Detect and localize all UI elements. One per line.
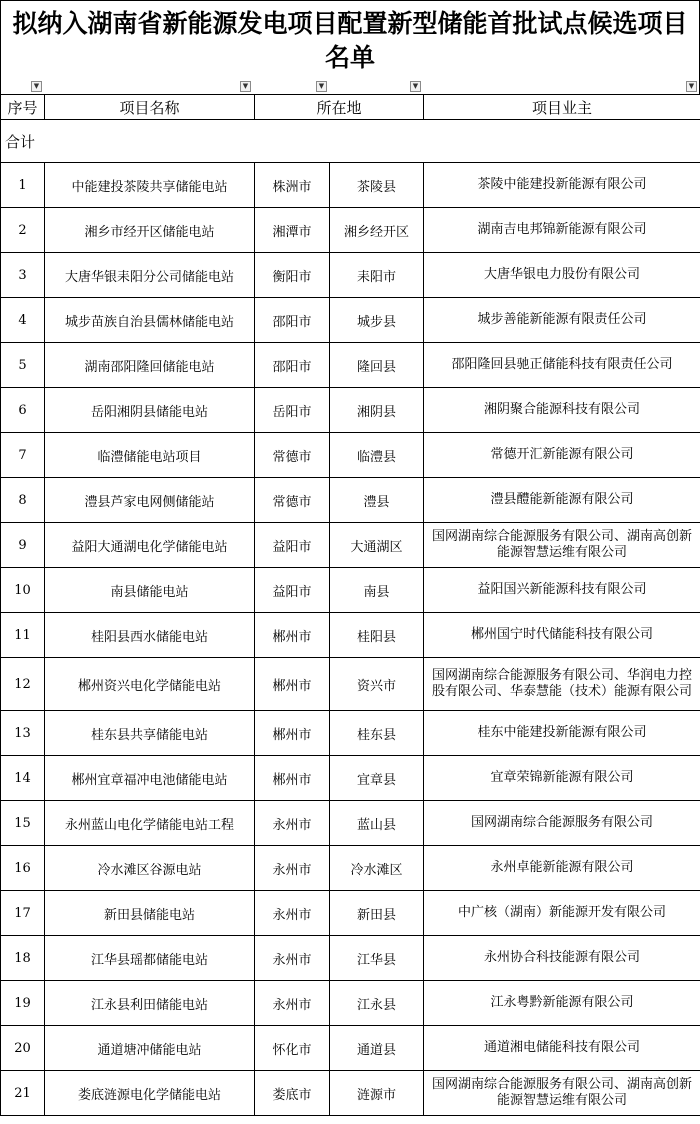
table-row xyxy=(1,936,700,981)
row-seq: 3 xyxy=(1,253,45,298)
row-county: 大通湖区 xyxy=(330,523,424,568)
row-county: 南县 xyxy=(330,568,424,613)
row-seq: 11 xyxy=(1,613,45,658)
row-county: 江华县 xyxy=(330,936,424,981)
row-city: 郴州市 xyxy=(255,711,330,756)
row-county: 临澧县 xyxy=(330,433,424,478)
table-row xyxy=(1,801,700,846)
row-project-name: 桂东县共享储能电站 xyxy=(45,711,255,756)
row-seq: 18 xyxy=(1,936,45,981)
table-row xyxy=(1,658,700,711)
row-project-name: 郴州资兴电化学储能电站 xyxy=(45,658,255,711)
row-owner: 永州卓能新能源有限公司 xyxy=(424,846,700,891)
row-county: 耒阳市 xyxy=(330,253,424,298)
row-project-name: 中能建投茶陵共享储能电站 xyxy=(45,163,255,208)
row-owner: 湖南吉电邦锦新能源有限公司 xyxy=(424,208,700,253)
header-name: 项目名称 xyxy=(45,95,255,120)
row-city: 郴州市 xyxy=(255,658,330,711)
row-owner: 茶陵中能建投新能源有限公司 xyxy=(424,163,700,208)
row-county: 湘乡经开区 xyxy=(330,208,424,253)
row-project-name: 南县储能电站 xyxy=(45,568,255,613)
row-city: 株洲市 xyxy=(255,163,330,208)
row-project-name: 湖南邵阳隆回储能电站 xyxy=(45,343,255,388)
row-owner: 江永粤黔新能源有限公司 xyxy=(424,981,700,1026)
row-project-name: 通道塘冲储能电站 xyxy=(45,1026,255,1071)
row-seq: 8 xyxy=(1,478,45,523)
row-project-name: 大唐华银耒阳分公司储能电站 xyxy=(45,253,255,298)
row-owner: 国网湖南综合能源服务有限公司、湖南高创新能源智慧运维有限公司 xyxy=(424,523,700,568)
row-seq: 2 xyxy=(1,208,45,253)
table-row xyxy=(1,613,700,658)
header-location: 所在地 xyxy=(255,95,424,120)
row-project-name: 澧县芦家电网侧储能站 xyxy=(45,478,255,523)
row-city: 常德市 xyxy=(255,478,330,523)
row-city: 衡阳市 xyxy=(255,253,330,298)
row-project-name: 娄底涟源电化学储能电站 xyxy=(45,1071,255,1116)
row-city: 怀化市 xyxy=(255,1026,330,1071)
row-project-name: 湘乡市经开区储能电站 xyxy=(45,208,255,253)
row-city: 邵阳市 xyxy=(255,298,330,343)
header-row xyxy=(1,95,700,120)
row-county: 冷水滩区 xyxy=(330,846,424,891)
table-row xyxy=(1,1071,700,1116)
row-owner: 邵阳隆回县驰正储能科技有限责任公司 xyxy=(424,343,700,388)
filter-dropdown-icon[interactable]: ▼ xyxy=(410,81,421,92)
row-county: 茶陵县 xyxy=(330,163,424,208)
row-county: 隆回县 xyxy=(330,343,424,388)
row-seq: 7 xyxy=(1,433,45,478)
table-row xyxy=(1,298,700,343)
row-project-name: 岳阳湘阴县储能电站 xyxy=(45,388,255,433)
row-project-name: 江华县瑶都储能电站 xyxy=(45,936,255,981)
row-city: 永州市 xyxy=(255,981,330,1026)
row-owner: 通道湘电储能科技有限公司 xyxy=(424,1026,700,1071)
row-city: 永州市 xyxy=(255,801,330,846)
table-row xyxy=(1,523,700,568)
row-owner: 常德开汇新能源有限公司 xyxy=(424,433,700,478)
table-row xyxy=(1,343,700,388)
row-owner: 永州协合科技能源有限公司 xyxy=(424,936,700,981)
row-project-name: 江永县利田储能电站 xyxy=(45,981,255,1026)
row-county: 澧县 xyxy=(330,478,424,523)
row-project-name: 桂阳县西水储能电站 xyxy=(45,613,255,658)
row-city: 益阳市 xyxy=(255,568,330,613)
row-seq: 12 xyxy=(1,658,45,711)
row-seq: 20 xyxy=(1,1026,45,1071)
table-row xyxy=(1,208,700,253)
filter-dropdown-icon[interactable]: ▼ xyxy=(686,81,697,92)
filter-dropdown-icon[interactable]: ▼ xyxy=(31,81,42,92)
header-owner: 项目业主 xyxy=(424,95,700,120)
table-row xyxy=(1,1026,700,1071)
row-county: 资兴市 xyxy=(330,658,424,711)
row-county: 蓝山县 xyxy=(330,801,424,846)
row-owner: 宜章荣锦新能源有限公司 xyxy=(424,756,700,801)
row-owner: 中广核（湖南）新能源开发有限公司 xyxy=(424,891,700,936)
row-city: 益阳市 xyxy=(255,523,330,568)
row-owner: 桂东中能建投新能源有限公司 xyxy=(424,711,700,756)
filter-dropdown-icon[interactable]: ▼ xyxy=(316,81,327,92)
row-seq: 10 xyxy=(1,568,45,613)
row-seq: 16 xyxy=(1,846,45,891)
row-county: 通道县 xyxy=(330,1026,424,1071)
row-city: 永州市 xyxy=(255,846,330,891)
row-seq: 4 xyxy=(1,298,45,343)
row-county: 涟源市 xyxy=(330,1071,424,1116)
row-county: 桂东县 xyxy=(330,711,424,756)
row-project-name: 永州蓝山电化学储能电站工程 xyxy=(45,801,255,846)
row-project-name: 新田县储能电站 xyxy=(45,891,255,936)
row-owner: 郴州国宁时代储能科技有限公司 xyxy=(424,613,700,658)
row-project-name: 城步苗族自治县儒林储能电站 xyxy=(45,298,255,343)
row-city: 永州市 xyxy=(255,936,330,981)
row-city: 邵阳市 xyxy=(255,343,330,388)
row-city: 湘潭市 xyxy=(255,208,330,253)
row-owner: 湘阴聚合能源科技有限公司 xyxy=(424,388,700,433)
row-seq: 14 xyxy=(1,756,45,801)
row-city: 常德市 xyxy=(255,433,330,478)
table-row xyxy=(1,163,700,208)
row-seq: 17 xyxy=(1,891,45,936)
row-project-name: 冷水滩区谷源电站 xyxy=(45,846,255,891)
row-project-name: 临澧储能电站项目 xyxy=(45,433,255,478)
autofilter-row xyxy=(0,80,700,94)
project-table xyxy=(0,94,700,1116)
row-owner: 国网湖南综合能源服务有限公司、华润电力控股有限公司、华泰慧能（技术）能源有限公司 xyxy=(424,658,700,711)
row-city: 娄底市 xyxy=(255,1071,330,1116)
header-seq: 序号 xyxy=(1,95,45,120)
row-seq: 15 xyxy=(1,801,45,846)
row-seq: 13 xyxy=(1,711,45,756)
row-owner: 澧县醴能新能源有限公司 xyxy=(424,478,700,523)
row-seq: 9 xyxy=(1,523,45,568)
table-row xyxy=(1,711,700,756)
row-county: 湘阴县 xyxy=(330,388,424,433)
row-seq: 19 xyxy=(1,981,45,1026)
total-label: 合计 xyxy=(1,120,700,163)
total-row xyxy=(1,120,700,163)
table-row xyxy=(1,568,700,613)
sheet-title: 拟纳入湖南省新能源发电项目配置新型储能首批试点候选项目名单 xyxy=(0,0,700,80)
row-seq: 5 xyxy=(1,343,45,388)
row-owner: 国网湖南综合能源服务有限公司 xyxy=(424,801,700,846)
row-owner: 益阳国兴新能源科技有限公司 xyxy=(424,568,700,613)
table-row xyxy=(1,756,700,801)
row-city: 永州市 xyxy=(255,891,330,936)
row-city: 郴州市 xyxy=(255,756,330,801)
row-owner: 国网湖南综合能源服务有限公司、湖南高创新能源智慧运维有限公司 xyxy=(424,1071,700,1116)
filter-dropdown-icon[interactable]: ▼ xyxy=(240,81,251,92)
table-row xyxy=(1,478,700,523)
row-city: 岳阳市 xyxy=(255,388,330,433)
table-row xyxy=(1,891,700,936)
row-owner: 城步善能新能源有限责任公司 xyxy=(424,298,700,343)
row-city: 郴州市 xyxy=(255,613,330,658)
row-project-name: 益阳大通湖电化学储能电站 xyxy=(45,523,255,568)
row-county: 新田县 xyxy=(330,891,424,936)
table-row xyxy=(1,846,700,891)
row-seq: 21 xyxy=(1,1071,45,1116)
table-row xyxy=(1,253,700,298)
row-county: 宜章县 xyxy=(330,756,424,801)
row-county: 桂阳县 xyxy=(330,613,424,658)
row-seq: 1 xyxy=(1,163,45,208)
row-owner: 大唐华银电力股份有限公司 xyxy=(424,253,700,298)
table-row xyxy=(1,388,700,433)
table-row xyxy=(1,433,700,478)
row-county: 江永县 xyxy=(330,981,424,1026)
table-row xyxy=(1,981,700,1026)
row-seq: 6 xyxy=(1,388,45,433)
row-project-name: 郴州宜章福冲电池储能电站 xyxy=(45,756,255,801)
row-county: 城步县 xyxy=(330,298,424,343)
